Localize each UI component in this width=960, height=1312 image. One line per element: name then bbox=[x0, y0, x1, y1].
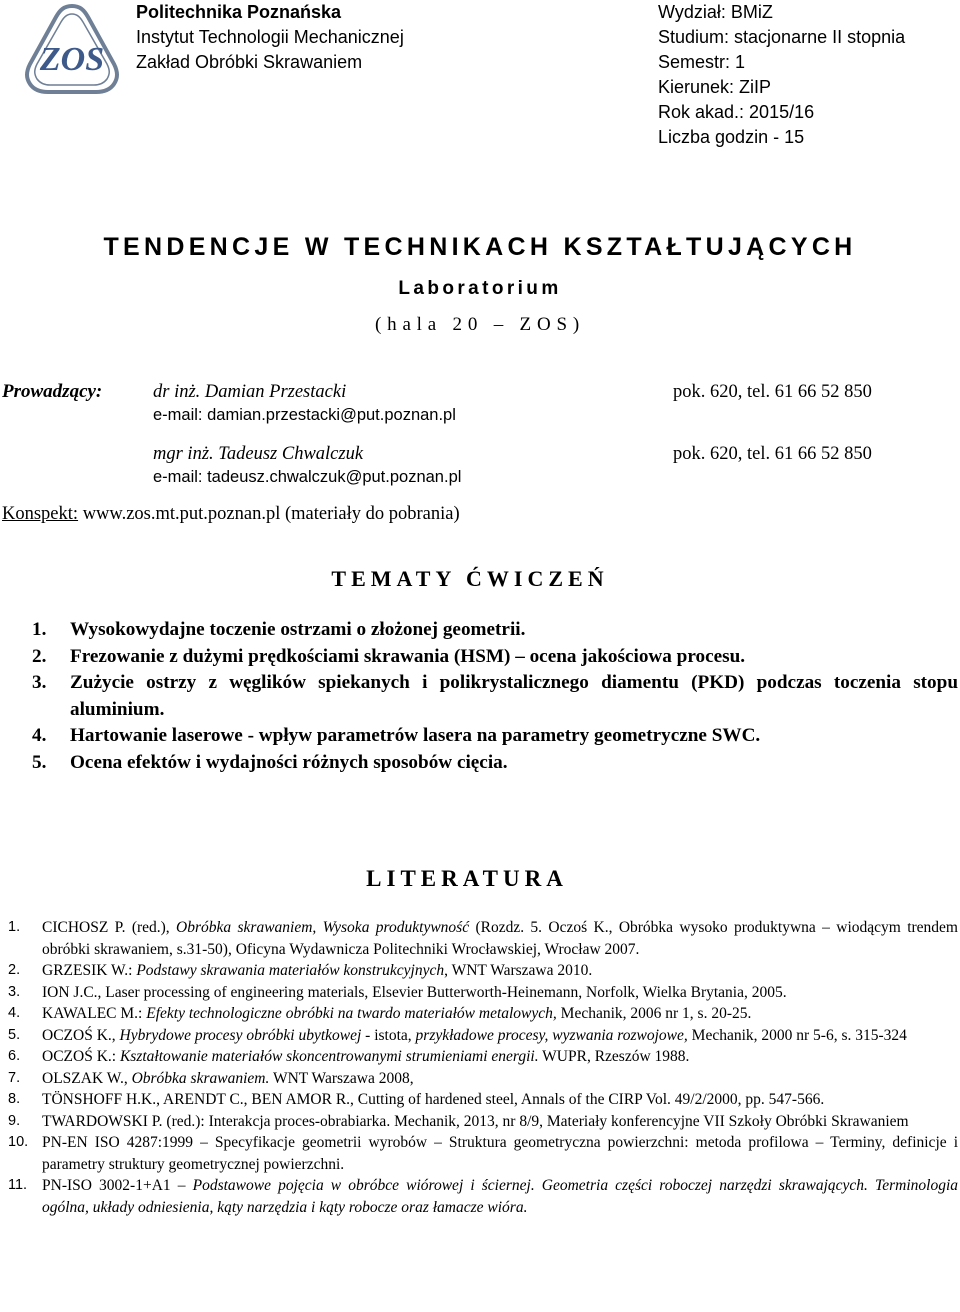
item-number: 1. bbox=[32, 619, 47, 640]
instructors-label: Prowadzący: bbox=[2, 381, 103, 402]
reference-item bbox=[8, 982, 958, 1004]
reference-number: 6. bbox=[8, 1048, 21, 1064]
item-text: Hartowanie laserowe - wpływ parametrów lasera na parametry geometryczne SWC. bbox=[70, 725, 761, 747]
university-name: Politechnika Poznańska bbox=[136, 2, 342, 22]
reference-title: Kształtowanie materiałów skoncentrowanymi strumieniami energii. bbox=[119, 1048, 539, 1065]
reference-title: Podstawy skrawania materiałów konstrukcyjnych bbox=[136, 962, 445, 979]
instructor-room: pok. 620, tel. 61 66 52 850 bbox=[673, 444, 872, 464]
item-number: 2. bbox=[32, 645, 47, 667]
reference-number: 2. bbox=[8, 962, 21, 978]
instructor-name: mgr inż. Tadeusz Chwalczuk bbox=[153, 444, 364, 464]
reference-text: - istota, bbox=[361, 1026, 416, 1044]
reference-text: OCZOŚ K., bbox=[42, 1026, 120, 1044]
reference-number: 8. bbox=[8, 1091, 21, 1107]
instructor-name: dr inż. Damian Przestacki bbox=[153, 382, 347, 402]
institute-name: Instytut Technologii Mechanicznej bbox=[136, 27, 404, 47]
konspekt-link[interactable]: www.zos.mt.put.poznan.pl (materiały do pobrania) bbox=[78, 504, 460, 524]
item-number: 3. bbox=[32, 672, 47, 694]
topics-list bbox=[32, 617, 958, 777]
reference-item bbox=[8, 1175, 958, 1218]
svg-text:ZOS: ZOS bbox=[39, 41, 105, 78]
reference-text: TÖNSHOFF H.K., ARENDT C., BEN AMOR R., Cutting of hardened steel, Annals of the CIRP Vol. 49/2/2000, pp. 547-566. bbox=[42, 1091, 825, 1108]
reference-item bbox=[8, 1111, 958, 1133]
reference-item bbox=[8, 1046, 958, 1068]
reference-item bbox=[8, 917, 958, 960]
reference-text: Mechanik, 2006 nr 1, s. 20-25. bbox=[556, 1005, 752, 1022]
room-info: (hala 20 – ZOS) bbox=[375, 314, 585, 335]
reference-text: Mechanik, 2000 nr 5-6, s. 315-324 bbox=[687, 1026, 907, 1044]
reference-item bbox=[8, 1068, 958, 1090]
instructor-room: pok. 620, tel. 61 66 52 850 bbox=[673, 382, 872, 402]
department-name: Zakład Obróbki Skrawaniem bbox=[136, 52, 363, 72]
info-study: Studium: stacjonarne II stopnia bbox=[658, 27, 906, 47]
reference-number: 1. bbox=[8, 919, 21, 935]
info-faculty: Wydział: BMiZ bbox=[658, 2, 773, 22]
institution-block bbox=[136, 0, 404, 75]
konspekt-label: Konspekt: bbox=[2, 504, 79, 524]
item-text: Wysokowydajne toczenie ostrzami o złożonej geometrii. bbox=[70, 619, 526, 640]
konspekt-line bbox=[2, 504, 460, 525]
reference-text: OLSZAK W., bbox=[42, 1069, 132, 1087]
reference-item bbox=[8, 960, 958, 982]
reference-text: , WNT Warszawa 2010. bbox=[444, 962, 593, 979]
reference-number: 7. bbox=[8, 1069, 21, 1086]
info-hours: Liczba godzin - 15 bbox=[658, 127, 805, 147]
reference-title: Podstawowe pojęcia w obróbce wiórowej i ściernej. Geometria części roboczej narzędzi skrawających. Terminologia ogólna, układy odniesienia, kąty narzędzia i kąty robocze oraz łamacze wióra. bbox=[42, 1177, 958, 1216]
reference-text: CICHOSZ P. (red.), bbox=[42, 919, 177, 936]
item-text: Ocena efektów i wydajności różnych sposobów cięcia. bbox=[70, 751, 508, 773]
reference-number: 9. bbox=[8, 1112, 21, 1129]
reference-text: PN-EN ISO 4287:1999 – Specyfikacje geometrii wyrobów – Struktura geometryczna powierzchni: metoda profilowa – Terminy, definicje i parametry struktury geometrycznej powierzchni. bbox=[42, 1134, 958, 1173]
literature-list bbox=[8, 917, 958, 1218]
document-subtitle: Laboratorium bbox=[398, 278, 562, 299]
item-text: Zużycie ostrzy z węglików spiekanych i polikrystalicznego diamentu (PKD) podczas toczenia stopu aluminium. bbox=[70, 672, 958, 720]
zos-logo-icon bbox=[22, 2, 122, 94]
reference-text: ION J.C., Laser processing of engineering materials, Elsevier Butterworth-Heinemann, Norfolk, Wielka Brytania, 2005. bbox=[42, 983, 787, 1001]
course-info bbox=[658, 0, 905, 150]
item-number: 5. bbox=[32, 751, 47, 773]
list-item bbox=[32, 617, 958, 644]
reference-number: 10. bbox=[8, 1134, 29, 1150]
reference-title: Hybrydowe procesy obróbki ubytkowej bbox=[119, 1026, 362, 1044]
topics-heading: TEMATY ĆWICZEŃ bbox=[331, 566, 609, 591]
reference-text: WNT Warszawa 2008, bbox=[269, 1069, 414, 1087]
instructor-email[interactable]: e-mail: tadeusz.chwalczuk@put.poznan.pl bbox=[153, 468, 462, 486]
reference-text: (Rozdz. 5. Oczoś K., Obróbka wysoko produktywna – wiodącym trendem obróbki skrawaniem, s.31-50), Oficyna Wydawnicza Politechniki Wrocławskiej, Wrocław 2007. bbox=[42, 919, 958, 958]
instructor-email[interactable]: e-mail: damian.przestacki@put.poznan.pl bbox=[153, 406, 456, 424]
reference-title: przykładowe procesy, wyzwania rozwojowe, bbox=[415, 1026, 688, 1044]
reference-number: 3. bbox=[8, 983, 21, 1000]
reference-number: 11. bbox=[8, 1177, 28, 1193]
reference-title: Obróbka skrawaniem, Wysoka produktywność bbox=[176, 919, 470, 936]
info-year: Rok akad.: 2015/16 bbox=[658, 102, 815, 122]
reference-number: 4. bbox=[8, 1005, 21, 1021]
reference-title: Efekty technologiczne obróbki na twardo materiałów metalowych, bbox=[146, 1005, 557, 1022]
reference-text: WUPR, Rzeszów 1988. bbox=[538, 1048, 690, 1065]
item-text: Frezowanie z dużymi prędkościami skrawania (HSM) – ocena jakościowa procesu. bbox=[70, 645, 746, 667]
list-item bbox=[32, 750, 958, 777]
reference-text: KAWALEC M.: bbox=[42, 1005, 147, 1022]
info-field: Kierunek: ZiIP bbox=[658, 77, 772, 97]
document-title: TENDENCJE W TECHNIKACH KSZTAŁTUJĄCYCH bbox=[103, 233, 857, 261]
reference-item bbox=[8, 1003, 958, 1025]
list-item bbox=[32, 723, 958, 750]
list-item bbox=[32, 670, 958, 723]
reference-title: Obróbka skrawaniem. bbox=[131, 1069, 270, 1087]
reference-text: OCZOŚ K.: bbox=[42, 1048, 120, 1065]
reference-number: 5. bbox=[8, 1026, 21, 1043]
literature-heading: LITERATURA bbox=[366, 866, 568, 891]
reference-text: PN-ISO 3002-1+A1 – bbox=[42, 1177, 193, 1194]
reference-text: GRZESIK W.: bbox=[42, 962, 137, 979]
reference-item bbox=[8, 1132, 958, 1175]
item-number: 4. bbox=[32, 725, 47, 747]
reference-item bbox=[8, 1089, 958, 1111]
reference-item bbox=[8, 1025, 958, 1047]
info-semester: Semestr: 1 bbox=[658, 52, 746, 72]
list-item bbox=[32, 644, 958, 671]
reference-text: TWARDOWSKI P. (red.): Interakcja proces-obrabiarka. Mechanik, 2013, nr 8/9, Materiały konferencyjne VII Szkoły Obróbki Skrawaniem bbox=[42, 1112, 909, 1130]
